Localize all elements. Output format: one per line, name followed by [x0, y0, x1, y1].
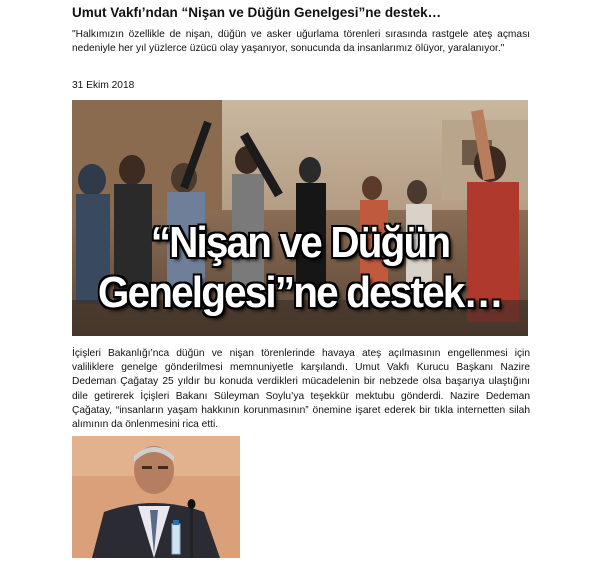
hero-overlay-line-2: Genelgesi”ne destek… — [97, 268, 503, 317]
portrait-photo-scene — [72, 436, 240, 558]
portrait-photo — [72, 436, 240, 558]
hero-overlay-line-1: “Nişan ve Düğün — [150, 218, 450, 267]
article-title: Umut Vakfı’ndan “Nişan ve Düğün Genelgesi”ne destek… — [72, 5, 442, 20]
article-body: İçişleri Bakanlığı’nca düğün ve nişan törenlerinde havaya ateş açılmasının engellenmesi için valiliklere genelge gönderilmesi memnuniyetle karşılandı. Umut Vakfı Kurucu Başkanı Nazire Dedeman Çağatay 25 yıldır bu konuda verdikleri mücadelenin bir nebzede olsa başarıya ulaştığını dile getirerek İçişleri Bakanı Süleyman Soylu’ya teşekkür mektubu gönderdi. Nazire Dedeman Çağatay, “insanların yaşam hakkının korunmasının” önemine işaret ederek bir tıkla internetten silah alımının da önlenmesini rica etti. — [72, 348, 530, 431]
hero-image — [72, 100, 528, 336]
hero-overlay-headline — [90, 218, 510, 318]
article-date: 31 Ekim 2018 — [72, 80, 135, 91]
article-lead: "Halkımızın özellikle de nişan, düğün ve asker uğurlama törenleri sırasında rastgele ateş açması nedeniyle her yıl yüzlerce üzücü olay yaşanıyor, sonucunda da insanlarımız ölüyor, yaralanıyor." — [72, 29, 530, 54]
